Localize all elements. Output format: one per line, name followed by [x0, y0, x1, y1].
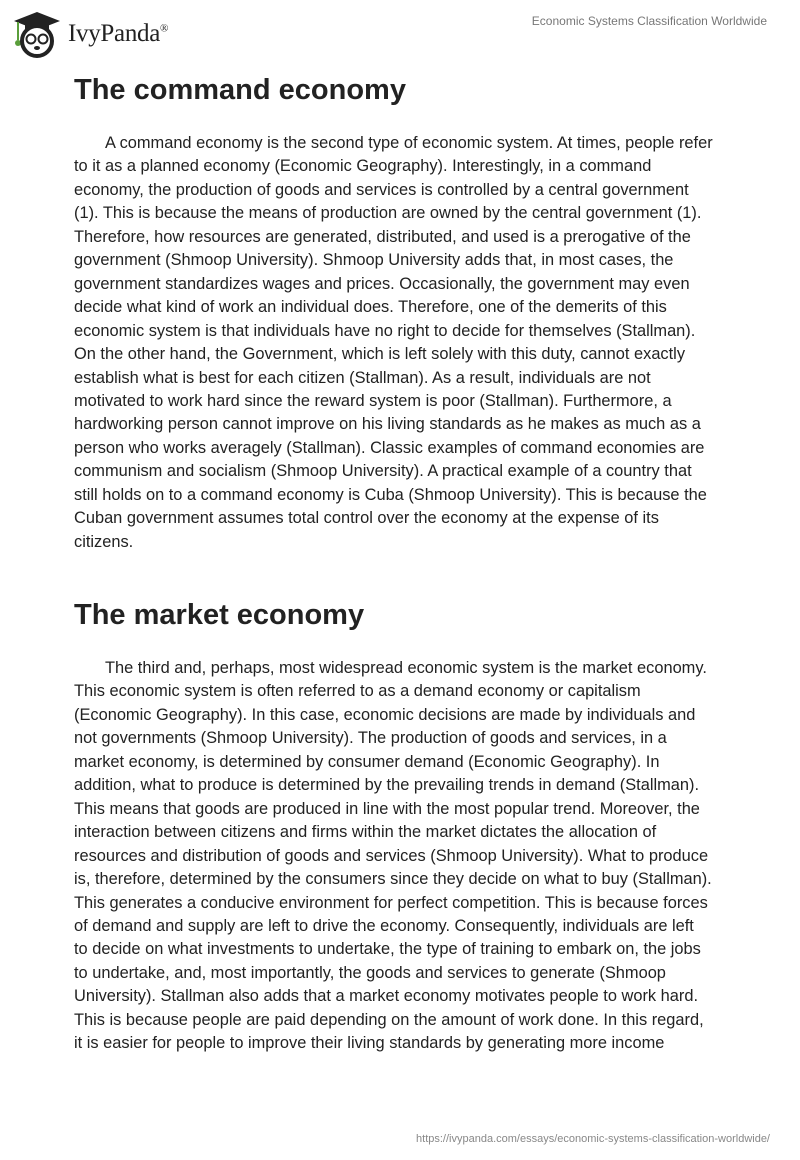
text-line: it is easier for people to improve their living standards by generating more income [74, 1034, 665, 1053]
source-url[interactable]: https://ivypanda.com/essays/economic-systems-classification-worldwide/ [416, 1133, 770, 1145]
ivypanda-logo[interactable] [12, 10, 168, 58]
text-line: A command economy is the second type of economic system. At times, people refer [105, 134, 713, 152]
text-line: On the other hand, the Government, which is left solely with this duty, cannot exactly [74, 345, 686, 364]
section-heading-command-economy: The command economy [74, 74, 406, 106]
text-line: communism and socialism (Shmoop University). A practical example of a country that [74, 462, 692, 481]
text-line: of demand and supply are left to drive the economy. Consequently, individuals are left [74, 916, 694, 935]
text-line: This is because people are paid depending on the amount of work done. In this regard, [74, 1010, 704, 1029]
text-line: addition, what to produce is determined by the prevailing trends in demand (Stallman). [74, 776, 700, 795]
text-line: government standardizes wages and prices. Occasionally, the government may even [74, 274, 690, 293]
text-line: to it as a planned economy (Economic Geography). Interestingly, in a command [74, 157, 652, 176]
text-line: is, therefore, determined by the consumers since they decide on what to buy (Stallman). [74, 870, 712, 889]
text-line: establish what is best for each citizen (Stallman). As a result, individuals are not [74, 368, 651, 387]
text-line: This generates a conducive environment for perfect competition. This is because forces [74, 893, 708, 912]
text-line: Cuban government assumes total control over the economy at the expense of its [74, 509, 659, 528]
text-line: (1). This is because the means of production are owned by the central government (1). [74, 204, 702, 223]
text-line: University). Stallman also adds that a market economy motivates people to work hard. [74, 987, 699, 1006]
text-line: not governments (Shmoop University). The production of goods and services, in a [74, 729, 667, 748]
text-line: resources and distribution of goods and services (Shmoop University). What to produce [74, 846, 709, 865]
text-line: (Economic Geography). In this case, economic decisions are made by individuals and [74, 705, 696, 724]
panda-graduate-icon [12, 10, 62, 58]
text-line: still holds on to a command economy is Cuba (Shmoop University). This is because the [74, 485, 707, 504]
text-line: This means that goods are produced in line with the most popular trend. Moreover, the [74, 799, 700, 818]
paragraph-command-economy [74, 132, 754, 554]
text-line: to decide on what investments to undertake, the type of training to embark on, the jobs [74, 940, 701, 959]
text-line: hardworking person cannot improve on his living standards as he makes as much as a [74, 415, 701, 434]
text-line: motivated to work hard since the reward system is poor (Stallman). Furthermore, a [74, 391, 672, 410]
text-line: economic system is that individuals have no right to decide for themselves (Stallman). [74, 321, 696, 340]
text-line: decide what kind of work an individual does. Therefore, one of the demerits of this [74, 298, 667, 317]
text-line: interaction between citizens and firms within the market dictates the allocation of [74, 823, 657, 842]
text-line: citizens. [74, 532, 134, 551]
text-line: This economic system is often referred to as a demand economy or capitalism [74, 682, 641, 701]
text-line: person who works averagely (Stallman). Classic examples of command economies are [74, 438, 705, 457]
text-line: to undertake, and, most importantly, the goods and services to generate (Shmoop [74, 963, 666, 982]
section-heading-market-economy: The market economy [74, 599, 365, 631]
text-line: The third and, perhaps, most widespread economic system is the market economy. [105, 659, 707, 677]
paragraph-market-economy [74, 657, 754, 1056]
text-line: government (Shmoop University). Shmoop University adds that, in most cases, the [74, 251, 674, 270]
text-line: market economy, is determined by consumer demand (Economic Geography). In [74, 752, 660, 771]
brand-name: IvyPanda® [68, 20, 169, 47]
document-title: Economic Systems Classification Worldwide [531, 14, 767, 28]
text-line: economy, the production of goods and services is controlled by a central government [74, 180, 689, 199]
text-line: Therefore, how resources are generated, distributed, and used is a prerogative of the [74, 227, 691, 246]
